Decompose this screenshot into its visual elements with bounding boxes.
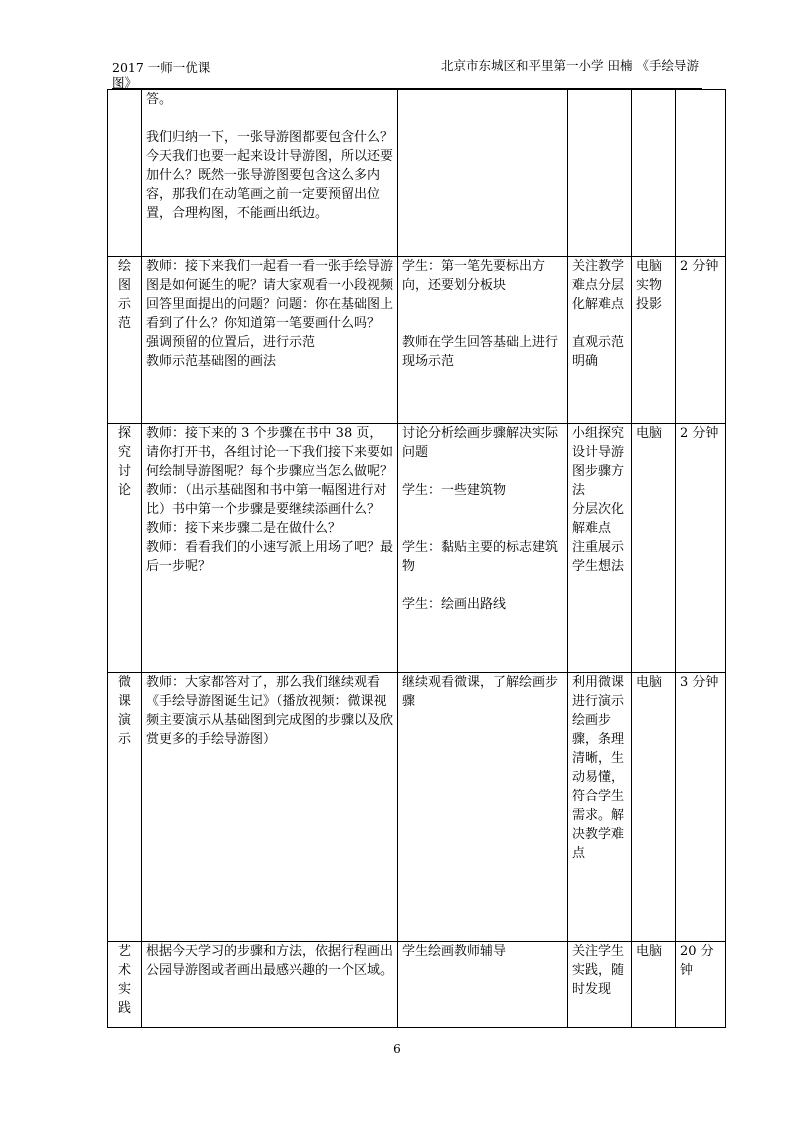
intent-text: 关注学生实践，随时发现 [572,944,625,997]
student-activity-cell [398,424,568,673]
teacher-text: 根据今天学习的步骤和方法，依据行程画出公园导游图或者画出最感兴趣的一个区域。 [146,944,394,978]
media-cell [632,90,676,257]
student-text: 教师在学生回答基础上进行现场示范 [402,335,559,369]
time-cell: 2 分钟 [676,257,726,424]
student-text: 继续观看微课，了解绘画步骤 [402,675,559,709]
time-cell: 20 分钟 [676,942,726,1028]
student-text: 讨论分析绘画步骤解决实际问题 [402,426,559,460]
teacher-text: 教师：接下来步骤二是在做什么？ [146,521,342,536]
intent-text: 关注教学难点分层化解难点 [572,259,625,312]
teacher-text: 我们归纳一下，一张导游图都要包含什么？今天我们也要一起来设计导游图，所以还要加什么？既然一张导游图要包含这么多内容，那我们在动笔画之前一定要预留出位置，合理构图，不能画出纸边。 [146,130,394,221]
design-intent-cell [568,942,632,1028]
intent-text: 利用微课进行演示绘画步骤，条理清晰，生动易懂，符合学生需求。解决教学难点 [572,675,625,861]
media-cell: 电脑实物投影 [632,257,676,424]
time-cell: 2 分钟 [676,424,726,673]
design-intent-cell [568,90,632,257]
teacher-activity-cell [142,257,398,424]
segment-cell: 绘图示范 [108,257,142,424]
table-row [108,90,726,257]
teacher-text: 教师：大家都答对了，那么我们继续观看《手绘导游图诞生记》（播放视频：微课视频主要演示从基础图到完成图的步骤以及欣赏更多的手绘导游图） [146,675,394,747]
segment-cell: 微课演示 [108,673,142,942]
teacher-text: 教师：接下来的 3 个步骤在书中 38 页，请你打开书，各组讨论一下我们接下来要如何绘制导游图呢？每个步骤应当怎么做呢？ [146,426,394,479]
student-activity-cell [398,90,568,257]
student-text: 学生：第一笔先要标出方向，还要划分板块 [402,259,546,293]
lesson-plan-table [107,89,726,1028]
design-intent-cell [568,673,632,942]
intent-text: 小组探究设计导游图步骤方法 [572,426,625,498]
student-text: 学生：一些建筑物 [402,483,507,498]
student-text: 学生：黏贴主要的标志建筑物 [402,540,559,574]
segment-cell: 艺术实践 [108,942,142,1028]
teacher-activity-cell [142,90,398,257]
student-text: 学生绘画教师辅导 [402,944,507,959]
time-cell [676,90,726,257]
segment-cell: 探究讨论 [108,424,142,673]
table-row [108,424,726,673]
teacher-text: 教师：（出示基础图和书中第一幅图进行对比）书中第一个步骤是要继续添画什么？ [146,483,387,517]
teacher-activity-cell [142,673,398,942]
teacher-text: 教师：看看我们的小速写派上用场了吧？最后一步呢？ [146,540,394,574]
time-cell: 3 分钟 [676,673,726,942]
media-cell: 电脑 [632,673,676,942]
table-row [108,257,726,424]
media-cell: 电脑 [632,424,676,673]
student-activity-cell [398,942,568,1028]
student-activity-cell [398,673,568,942]
header-right-text: 北京市东城区和平里第一小学 田楠 《手绘导游 [441,58,699,73]
design-intent-cell [568,424,632,673]
page-number: 6 [393,1042,401,1056]
teacher-activity-cell [142,424,398,673]
intent-text: 直观示范明确 [572,335,625,369]
design-intent-cell [568,257,632,424]
segment-cell [108,90,142,257]
teacher-text: 教师示范基础图的画法 [146,354,277,369]
table-row [108,942,726,1028]
teacher-text: 教师：接下来我们一起看一看一张手绘导游图是如何诞生的呢？请大家观看一小段视频回答里面提出的问题？问题：你在基础图上看到了什么？你知道第一笔要画什么吗？ [146,259,394,331]
header-left-text: 2017 一师一优课图》 [112,60,211,90]
table-row [108,673,726,942]
teacher-activity-cell [142,942,398,1028]
teacher-text: 答。 [146,92,173,107]
intent-text: 分层次化解难点 [572,502,625,536]
student-text: 学生：绘画出路线 [402,597,507,612]
student-activity-cell [398,257,568,424]
media-cell: 电脑 [632,942,676,1028]
teacher-text: 强调预留的位置后，进行示范 [146,335,316,350]
intent-text: 注重展示学生想法 [572,540,625,574]
